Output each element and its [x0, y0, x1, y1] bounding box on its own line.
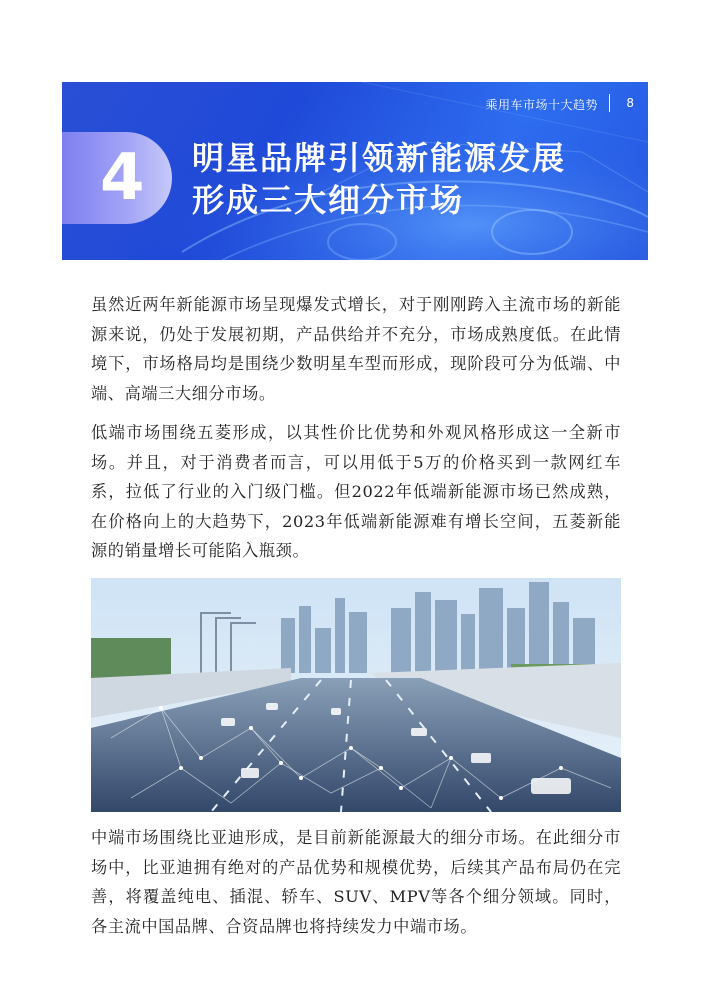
- paragraph-low-end: 低端市场围绕五菱形成，以其性价比优势和外观风格形成这一全新市场。并且，对于消费者而言，可以用低于5万的价格买到一款网红车系，拉低了行业的入门级门槛。但2022年低端新能源市场已然成熟，在价格向上的大趋势下，2023年低端新能源难有增长空间，五菱新能源的销量增长可能陷入瓶颈。: [91, 423, 621, 560]
- header-divider: [609, 94, 610, 112]
- header-section-label: 乘用车市场十大趋势: [485, 98, 598, 112]
- section-number: 4: [100, 141, 145, 215]
- paragraph-intro: 虽然近两年新能源市场呈现爆发式增长，对于刚刚跨入主流市场的新能源来说，仍处于发展初期，产品供给并不充分，市场成熟度低。在此情境下，市场格局均是围绕少数明星车型而形成，现阶段可分为低端、中端、高端三大细分市场。: [91, 295, 621, 403]
- section-title-line2: 形成三大细分市场: [192, 181, 465, 219]
- page-number: 8: [626, 96, 634, 110]
- section-title-line1: 明星品牌引领新能源发展: [192, 139, 567, 177]
- highway-city-photo: [91, 578, 621, 812]
- section-banner: [62, 82, 648, 260]
- paragraph-mid-end: 中端市场围绕比亚迪形成，是目前新能源最大的细分市场。在此细分市场中，比亚迪拥有绝对的产品优势和规模优势，后续其产品布局仍在完善，将覆盖纯电、插混、轿车、SUV、MPV等各个细分领域。同时，各主流中国品牌、合资品牌也将持续发力中端市场。: [91, 828, 621, 936]
- section-title: [192, 137, 566, 221]
